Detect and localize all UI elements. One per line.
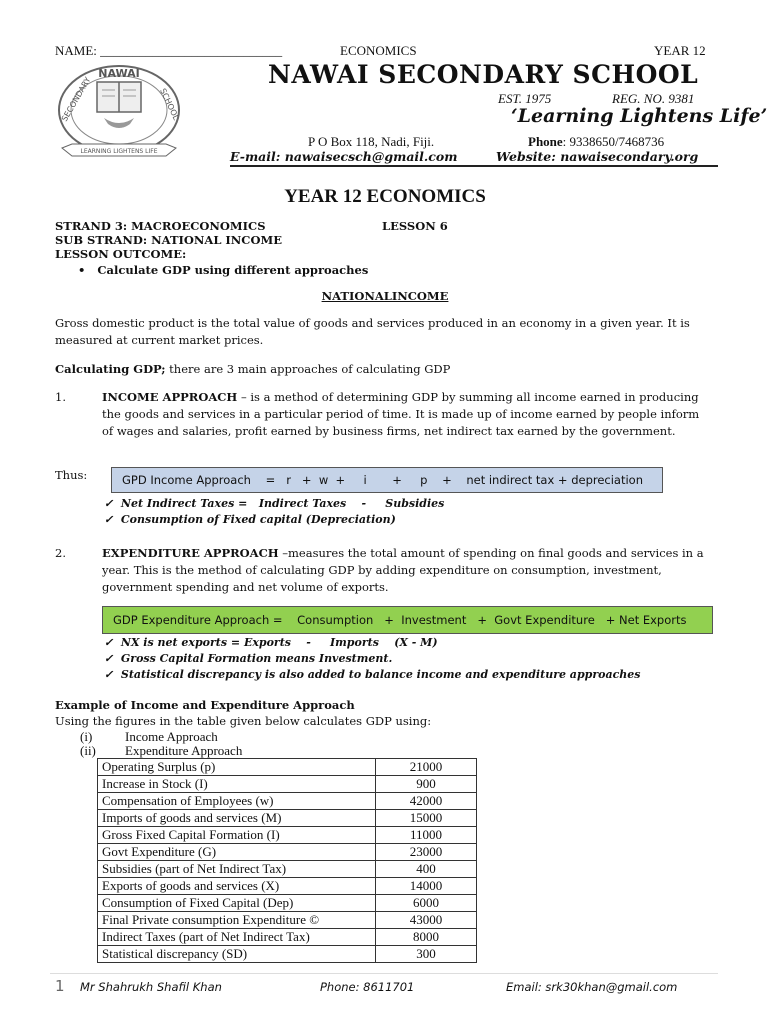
table-cell-item: Increase in Stock (I) [98,776,376,793]
expenditure-check-2: ✓ Gross Capital Formation means Investment. [104,652,393,665]
calc-line [55,361,450,378]
table-row [98,810,477,827]
table-cell-item: Subsidies (part of Net Indirect Tax) [98,861,376,878]
subject-label: ECONOMICS [340,43,417,58]
expenditure-formula-box [102,606,713,634]
table-row [98,844,477,861]
reg-label: REG. NO. 9381 [612,91,695,106]
table-cell-value: 15000 [376,810,477,827]
table-cell-item: Govt Expenditure (G) [98,844,376,861]
table-row [98,895,477,912]
expenditure-check-1-text: NX is net exports = Exports - Imports (X - M) [120,636,438,649]
phone-label: Phone [528,134,563,149]
example-item [80,744,242,758]
example-item-num: (ii) [80,743,96,758]
income-formula-box [111,467,663,493]
table-cell-value: 43000 [376,912,477,929]
strand-label: STRAND 3: MACROECONOMICS [55,219,266,233]
table-cell-item: Compensation of Employees (w) [98,793,376,810]
table-cell-value: 21000 [376,759,477,776]
table-cell-value: 14000 [376,878,477,895]
table-cell-value: 300 [376,946,477,963]
example-list [80,730,242,758]
example-item-num: (i) [80,729,93,744]
income-text: – is a method of determining GDP by summing all income earned in producing the goods and services in a particular period of time. It is made up of income earned by people inform of wages and salaries, profit earned by business firms, net indirect tax earned by the government. [102,390,700,438]
expenditure-formula: GDP Expenditure Approach = Consumption + Investment + Govt Expenditure + Net Exports [113,613,687,627]
table-cell-item: Operating Surplus (p) [98,759,376,776]
table-cell-item: Indirect Taxes (part of Net Indirect Tax) [98,929,376,946]
outcome-label: LESSON OUTCOME: [55,247,187,261]
example-item-label: Income Approach [125,729,218,744]
footer-author: Mr Shahrukh Shafil Khan [80,980,222,994]
table-cell-value: 900 [376,776,477,793]
footer-phone: Phone: 8611701 [320,980,415,994]
example-item [80,730,242,744]
est-label: EST. 1975 [498,91,552,106]
table-cell-item: Final Private consumption Expenditure © [98,912,376,929]
table-cell-item: Gross Fixed Capital Formation (I) [98,827,376,844]
gdp-figures-table [97,758,477,963]
name-field-label: NAME: ____________________________ [55,43,283,58]
table-row [98,861,477,878]
expenditure-check-3-text: Statistical discrepancy is also added to balance income and expenditure approaches [120,668,641,681]
expenditure-paragraph [102,545,714,596]
expenditure-check-3: ✓ Statistical discrepancy is also added to balance income and expenditure approaches [104,668,641,681]
outcome-bullet: • Calculate GDP using different approaches [78,263,369,277]
address: P O Box 118, Nadi, Fiji. [308,134,435,149]
table-row [98,912,477,929]
table-cell-value: 8000 [376,929,477,946]
footer-divider [50,973,718,974]
example-item-label: Expenditure Approach [125,743,243,758]
income-paragraph [102,389,714,440]
logo-banner-text: LEARNING LIGHTENS LIFE [80,148,158,155]
email-line: E-mail: nawaisecsch@gmail.com [230,149,458,164]
table-cell-item: Statistical discrepancy (SD) [98,946,376,963]
expenditure-check-2-text: Gross Capital Formation means Investment. [120,652,393,665]
table-cell-value: 42000 [376,793,477,810]
table-cell-item: Imports of goods and services (M) [98,810,376,827]
expenditure-number: 2. [55,546,66,560]
income-title: INCOME APPROACH [102,390,238,404]
page-title: YEAR 12 ECONOMICS [284,186,486,207]
logo-right-text: SCHOOL [158,87,181,122]
calc-label: Calculating GDP; [55,362,166,376]
income-check-2: ✓ Consumption of Fixed capital (Depreciation) [104,513,396,526]
income-check-1: ✓ Net Indirect Taxes = Indirect Taxes - Subsidies [104,497,445,510]
table-row [98,793,477,810]
table-row [98,776,477,793]
thus-label: Thus: [55,468,88,482]
table-cell-item: Consumption of Fixed Capital (Dep) [98,895,376,912]
outcome-text: Calculate GDP using different approaches [97,263,369,277]
sub-strand-label: SUB STRAND: NATIONAL INCOME [55,233,282,247]
school-logo [52,60,187,166]
table-cell-value: 23000 [376,844,477,861]
table-cell-value: 400 [376,861,477,878]
example-heading: Example of Income and Expenditure Approach [55,698,355,712]
phone-value: : 9338650/7468736 [562,134,665,149]
expenditure-check-1: ✓ NX is net exports = Exports - Imports (X - M) [104,636,438,649]
logo-top-text: NAWAI [98,67,140,80]
table-row [98,946,477,963]
footer-email: Email: srk30khan@gmail.com [506,980,678,994]
income-check-1-text: Net Indirect Taxes = Indirect Taxes - Subsidies [120,497,445,510]
expenditure-text: –measures the total amount of spending on final goods and services in a year. This is the method of calculating GDP by adding expenditure on consumption, investment, government spending and net volume of exports. [102,546,704,594]
lesson-label: LESSON 6 [382,219,448,233]
logo-left-text: SECONDARY [59,75,93,123]
calc-text: there are 3 main approaches of calculating GDP [165,362,451,376]
table-row [98,827,477,844]
year-label: YEAR 12 [654,43,706,58]
table-row [98,878,477,895]
school-motto: ‘Learning Lightens Life’ [511,105,768,127]
table-cell-value: 6000 [376,895,477,912]
school-name: NAWAI SECONDARY SCHOOL [268,60,699,89]
phone-line [528,134,664,150]
income-formula: GPD Income Approach = r + w + i + p + net indirect tax + depreciation [122,473,644,487]
table-row [98,759,477,776]
page-number: 1 [55,977,65,995]
table-row [98,929,477,946]
income-check-2-text: Consumption of Fixed capital (Depreciation) [120,513,396,526]
table-cell-value: 11000 [376,827,477,844]
income-number: 1. [55,390,66,404]
website-line: Website: nawaisecondary.org [496,149,699,164]
header-divider [230,165,718,167]
expenditure-title: EXPENDITURE APPROACH [102,546,279,560]
example-text: Using the figures in the table given below calculates GDP using: [55,714,432,728]
table-cell-item: Exports of goods and services (X) [98,878,376,895]
section-heading: NATIONALINCOME [321,289,449,303]
intro-paragraph: Gross domestic product is the total value of goods and services produced in an economy in a given year. It is measured at current market prices. [55,316,690,347]
